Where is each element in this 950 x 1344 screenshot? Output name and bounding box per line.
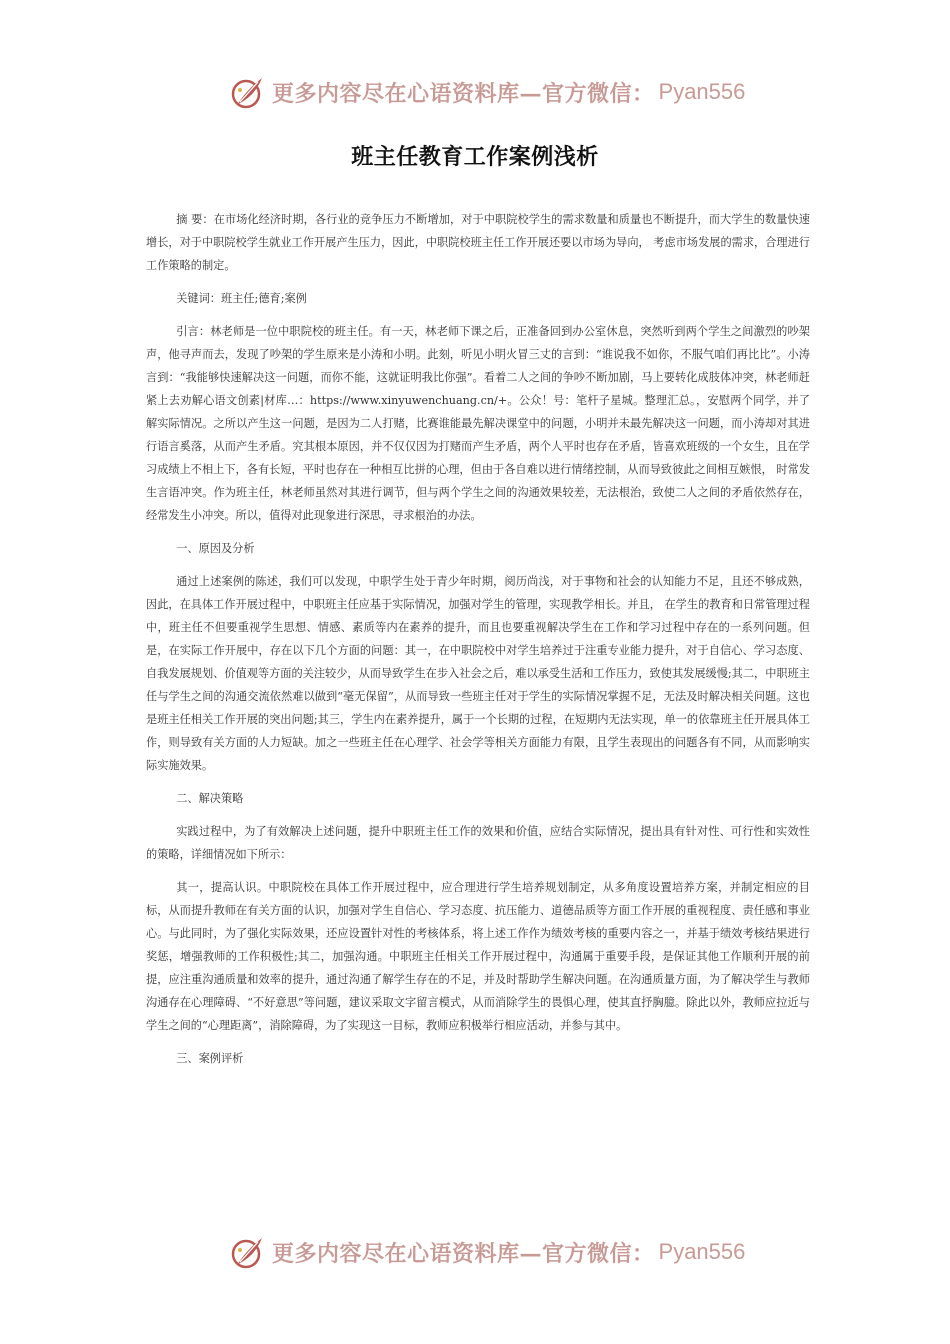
analysis-paragraph: 通过上述案例的陈述，我们可以发现，中职学生处于青少年时期，阅历尚浅，对于事物和社会的认知能力不足，且还不够成熟，因此，在具体工作开展过程中，中职班主任应基于实际情况，加强对学生的管理，实现教学相长。并且， 在学生的教育和日常管理过程中，班主任不但要重视学生思想、情感、素质等内在素养的提升，而且也要重视解决学生在工作和学习过程中存在的一系列问题。但是，在实际工作开展中，存在以下几个方面的问题：其一，在中职院校中对学生培养过于注重专业能力提升，对于自信心、学习态度、自我发展规划、价值观等方面的关注较少，从而导致学生在步入社会之后，难以承受生活和工作压力，致使其发展缓慢;其二，中职班主任与学生之间的沟通交流依然难以做到“毫无保留”，从而导致一些班主任对于学生的实际情况掌握不足，无法及时解决相关问题。这也是班主任相关工作开展的突出问题;其三，学生内在素养提升，属于一个长期的过程，在短期内无法实现，单一的依靠班主任开展具体工作，则导致有关方面的人力短缺。加之一些班主任在心理学、社会学等相关方面能力有限，且学生表现出的问题各有不同，从而影响实际实施效果。	[146, 575, 810, 772]
strategy-detail-paragraph: 其一，提高认识。中职院校在具体工作开展过程中，应合理进行学生培养规划制定，从多角度设置培养方案，并制定相应的目标，从而提升教师在有关方面的认识，加强对学生自信心、学习态度、抗压能力、道德品质等方面工作开展的重视程度、责任感和事业心。与此同时，为了强化实际效果，还应设置针对性的考核体系，将上述工作作为绩效考核的重要内容之一，并基于绩效考核结果进行奖惩，增强教师的工作积极性;其二，加强沟通。中职班主任相关工作开展过程中，沟通属于重要手段，是保证其他工作顺利开展的前提，应注重沟通质量和效率的提升，通过沟通了解学生存在的不足，并及时帮助学生解决问题。在沟通质量方面，为了解决学生与教师沟通存在心理障碍、“不好意思”等问题，建议采取文字留言模式，从而消除学生的畏惧心理，使其直抒胸臆。除此以外，教师应拉近与学生之间的“心理距离”，消除障碍，为了实现这一目标，教师应积极举行相应活动，并参与其中。	[146, 881, 810, 1032]
banner-wechat-id: Pyan556	[658, 1239, 746, 1264]
strategy-intro-paragraph: 实践过程中，为了有效解决上述问题，提升中职班主任工作的效果和价值，应结合实际情况，提出具有针对性、可行性和实效性的策略，详细情况如下所示：	[146, 825, 810, 861]
document-body	[146, 208, 810, 1080]
page-title: 班主任教育工作案例浅析	[351, 145, 599, 170]
quill-logo-icon	[228, 1232, 268, 1272]
section-heading-2: 二、解决策略	[176, 792, 244, 805]
abstract-paragraph: 摘 要：在市场化经济时期，各行业的竞争压力不断增加，对于中职院校学生的需求数量和质量也不断提升，而大学生的数量快速增长，对于中职院校学生就业工作开展产生压力，因此，中职院校班主任工作开展还要以市场为导向， 考虑市场发展的需求，合理进行工作策略的制定。	[146, 213, 810, 272]
section-heading-3: 三、案例评析	[176, 1052, 244, 1065]
banner-text: 更多内容尽在心语资料库—官方微信：	[272, 1240, 655, 1267]
quill-logo-icon	[228, 72, 268, 112]
header-banner	[228, 72, 746, 112]
footer-banner	[228, 1232, 746, 1272]
banner-wechat-id: Pyan556	[658, 79, 746, 104]
keywords-paragraph: 关键词：班主任;德育;案例	[176, 292, 307, 305]
section-heading-1: 一、原因及分析	[176, 542, 255, 555]
intro-paragraph: 引言：林老师是一位中职院校的班主任。有一天，林老师下课之后，正准备回到办公室休息，突然听到两个学生之间激烈的吵架声，他寻声而去，发现了吵架的学生原来是小涛和小明。此刻，听见小明火冒三丈的言到：“谁说我不如你，不服气咱们再比比”。小涛言到：“我能够快速解决这一问题，而你不能，这就证明我比你强”。看着二人之间的争吵不断加剧，马上要转化成肢体冲突，林老师赶紧上去劝解心语文创素|材库…：https://www.xinyuwenchuang.cn/+。公众！号：笔杆子星城。整理汇总。，安慰两个同学，并了解实际情况。之所以产生这一问题，是因为二人打赌，比赛谁能最先解决课堂中的问题，小明并未最先解决这一问题，而小涛却对其进行语言奚落，从而产生矛盾。究其根本原因，并不仅仅因为打赌而产生矛盾，两个人平时也存在矛盾，皆喜欢班级的一个女生，且在学习成绩上不相上下，各有长短，平时也存在一种相互比拼的心理，但由于各自难以进行情绪控制，从而导致彼此之间相互嫉恨， 时常发生言语冲突。作为班主任，林老师虽然对其进行调节，但与两个学生之间的沟通效果较差，无法根治，致使二人之间的矛盾依然存在，经常发生小冲突。所以，值得对此现象进行深思，寻求根治的办法。	[146, 325, 810, 522]
banner-text: 更多内容尽在心语资料库—官方微信：	[272, 80, 655, 107]
